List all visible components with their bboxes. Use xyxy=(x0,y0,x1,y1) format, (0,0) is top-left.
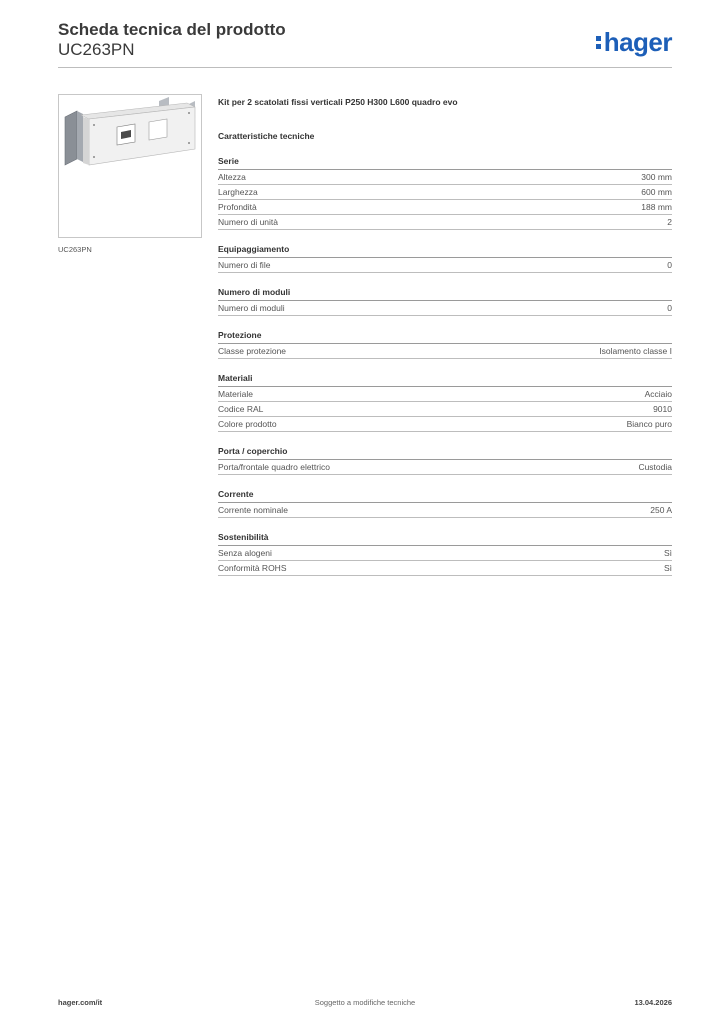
spec-value: Bianco puro xyxy=(626,419,672,429)
product-code: UC263PN xyxy=(58,40,135,59)
spec-label: Codice RAL xyxy=(218,404,264,414)
spec-value: 0 xyxy=(667,260,672,270)
footer-notice: Soggetto a modifiche tecniche xyxy=(314,998,416,1007)
spec-value: 0 xyxy=(667,303,672,313)
section-title: Materiali xyxy=(218,373,672,387)
spec-section xyxy=(218,287,672,316)
section-title: Sostenibilità xyxy=(218,532,672,546)
image-caption: UC263PN xyxy=(58,245,92,254)
enclosure-kit-illustration xyxy=(59,95,201,237)
spec-label: Corrente nominale xyxy=(218,505,288,515)
spec-value: 188 mm xyxy=(641,202,672,212)
spec-row xyxy=(218,402,672,417)
spec-value: 250 A xyxy=(650,505,672,515)
spec-label: Conformità ROHS xyxy=(218,563,287,573)
spec-label: Numero di unità xyxy=(218,217,279,227)
spec-label: Profondità xyxy=(218,202,257,212)
header-divider xyxy=(58,67,672,68)
spec-value: 2 xyxy=(667,217,672,227)
spec-section xyxy=(218,244,672,273)
spec-value: 9010 xyxy=(653,404,672,414)
spec-value: Isolamento classe I xyxy=(599,346,672,356)
spec-value: 600 mm xyxy=(641,187,672,197)
spec-row xyxy=(218,200,672,215)
footer-date: 13.04.2026 xyxy=(634,998,672,1007)
logo-text: hager xyxy=(603,27,672,57)
spec-label: Colore prodotto xyxy=(218,419,277,429)
spec-row xyxy=(218,301,672,316)
section-title: Corrente xyxy=(218,489,672,503)
specs-sections xyxy=(218,156,672,576)
spec-label: Numero di moduli xyxy=(218,303,285,313)
spec-row xyxy=(218,503,672,518)
spec-row xyxy=(218,185,672,200)
spec-label: Classe protezione xyxy=(218,346,287,356)
specs-heading: Caratteristiche tecniche xyxy=(218,131,315,141)
spec-row xyxy=(218,387,672,402)
page-title: Scheda tecnica del prodotto xyxy=(58,20,286,39)
spec-value: Sì xyxy=(663,563,672,573)
spec-label: Materiale xyxy=(218,389,253,399)
spec-label: Porta/frontale quadro elettrico xyxy=(218,462,330,472)
spec-section xyxy=(218,489,672,518)
hager-logo xyxy=(596,27,672,57)
section-title: Numero di moduli xyxy=(218,287,672,301)
product-image xyxy=(58,94,202,238)
section-title: Equipaggiamento xyxy=(218,244,672,258)
spec-row xyxy=(218,460,672,475)
product-details xyxy=(218,96,672,576)
spec-label: Senza alogeni xyxy=(218,548,272,558)
spec-value: Acciaio xyxy=(644,389,672,399)
product-description: Kit per 2 scatolati fissi verticali P250 H300 L600 quadro evo xyxy=(218,97,458,107)
spec-section xyxy=(218,446,672,475)
logo-dots-icon xyxy=(596,27,602,53)
spec-row xyxy=(218,546,672,561)
spec-row xyxy=(218,215,672,230)
spec-section xyxy=(218,373,672,432)
spec-row xyxy=(218,170,672,185)
document-header xyxy=(58,20,286,60)
spec-row xyxy=(218,417,672,432)
spec-row xyxy=(218,561,672,576)
spec-value: 300 mm xyxy=(641,172,672,182)
spec-label: Numero di file xyxy=(218,260,271,270)
section-title: Protezione xyxy=(218,330,672,344)
spec-label: Altezza xyxy=(218,172,246,182)
spec-row xyxy=(218,258,672,273)
spec-section xyxy=(218,156,672,230)
spec-label: Larghezza xyxy=(218,187,258,197)
spec-row xyxy=(218,344,672,359)
section-title: Serie xyxy=(218,156,672,170)
spec-section xyxy=(218,532,672,576)
footer-website-link[interactable]: hager.com/it xyxy=(58,998,103,1007)
spec-section xyxy=(218,330,672,359)
spec-value: Sì xyxy=(663,548,672,558)
spec-value: Custodia xyxy=(638,462,672,472)
section-title: Porta / coperchio xyxy=(218,446,672,460)
